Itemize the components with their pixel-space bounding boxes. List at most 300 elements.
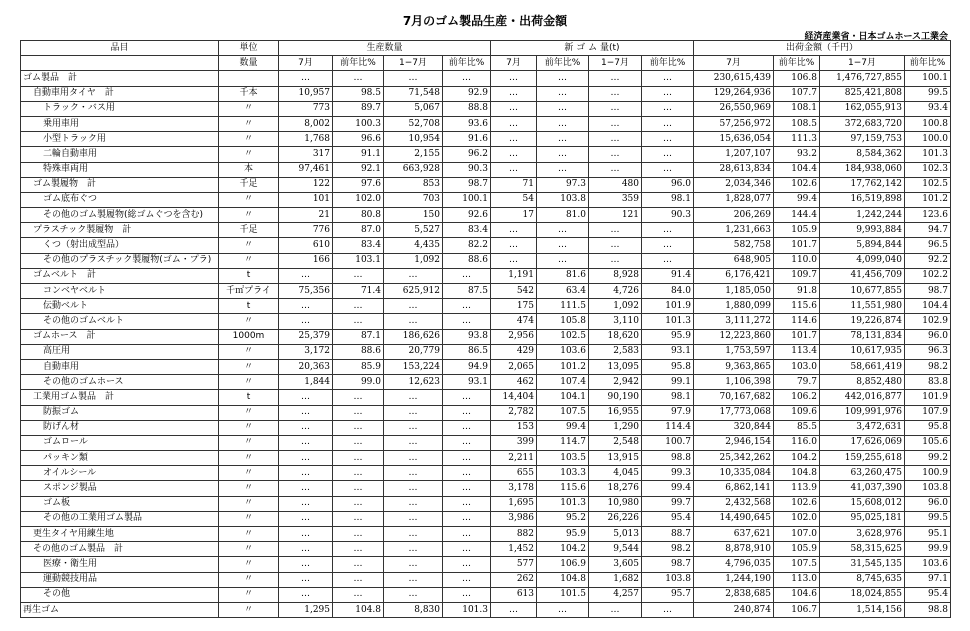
row-item-name: その他のゴム製履物(総ゴムぐつを含む) — [21, 208, 219, 223]
row-unit: 本 — [219, 162, 279, 177]
row-value: … — [642, 116, 694, 131]
row-value: … — [491, 132, 537, 147]
table-row — [21, 268, 951, 283]
row-value: 15,636,054 — [694, 132, 774, 147]
row-value: 103.0 — [774, 359, 820, 374]
row-unit: 〃 — [219, 344, 279, 359]
row-value: 98.2 — [642, 542, 694, 557]
row-value: … — [491, 238, 537, 253]
row-value: … — [491, 116, 537, 131]
row-value: … — [384, 466, 443, 481]
row-value: … — [443, 71, 491, 86]
row-value: 100.3 — [333, 116, 384, 131]
row-value: 122 — [279, 177, 333, 192]
row-value: … — [537, 223, 589, 238]
header-production: 生産数量 — [279, 41, 491, 56]
row-value: … — [443, 496, 491, 511]
row-value: 104.8 — [537, 572, 589, 587]
row-value: 320,844 — [694, 420, 774, 435]
row-value: … — [384, 420, 443, 435]
table-row — [21, 132, 951, 147]
row-unit: 〃 — [219, 405, 279, 420]
row-value: 99.5 — [905, 511, 951, 526]
row-item-name: その他のゴム製品 計 — [21, 542, 219, 557]
row-value: 92.6 — [443, 208, 491, 223]
row-value: 93.6 — [443, 116, 491, 131]
row-value: 1,185,050 — [694, 284, 774, 299]
row-value: 19,226,874 — [820, 314, 905, 329]
row-item-name: ゴム製履物 計 — [21, 177, 219, 192]
subheader-cell: 前年比% — [774, 56, 820, 71]
row-value: 230,615,439 — [694, 71, 774, 86]
row-unit: 〃 — [219, 101, 279, 116]
row-value: 31,545,135 — [820, 557, 905, 572]
row-value: 101.9 — [905, 390, 951, 405]
subheader-cell: 7月 — [694, 56, 774, 71]
row-value: … — [589, 116, 642, 131]
table-row — [21, 329, 951, 344]
row-value: 101.3 — [537, 496, 589, 511]
row-item-name: その他のゴムベルト — [21, 314, 219, 329]
row-value: 3,110 — [589, 314, 642, 329]
row-value: 655 — [491, 466, 537, 481]
row-value: 84.0 — [642, 284, 694, 299]
row-value: 114.4 — [642, 420, 694, 435]
row-item-name: 自動車用タイヤ 計 — [21, 86, 219, 101]
row-value: 102.6 — [774, 177, 820, 192]
row-value: … — [333, 71, 384, 86]
row-item-name: 二輪自動車用 — [21, 147, 219, 162]
row-value: 17,773,068 — [694, 405, 774, 420]
row-value: 92.1 — [333, 162, 384, 177]
row-value: … — [279, 435, 333, 450]
row-unit: 〃 — [219, 132, 279, 147]
table-row — [21, 162, 951, 177]
row-value: 96.5 — [905, 238, 951, 253]
table-row — [21, 542, 951, 557]
row-item-name: オイルシール — [21, 466, 219, 481]
row-value: 87.1 — [333, 329, 384, 344]
row-value: 99.9 — [905, 542, 951, 557]
row-value: 103.8 — [642, 572, 694, 587]
row-value: 52,708 — [384, 116, 443, 131]
row-value: … — [443, 557, 491, 572]
row-value: … — [384, 71, 443, 86]
row-value: 159,255,618 — [820, 451, 905, 466]
row-item-name: 防げん材 — [21, 420, 219, 435]
row-value: 101.2 — [537, 359, 589, 374]
row-value: 18,620 — [589, 329, 642, 344]
row-value: 3,628,976 — [820, 527, 905, 542]
row-value: … — [443, 435, 491, 450]
row-value: 3,472,631 — [820, 420, 905, 435]
header-shipment: 出荷金額（千円） — [694, 41, 951, 56]
row-value: 95.4 — [642, 511, 694, 526]
row-item-name: 伝動ベルト — [21, 299, 219, 314]
row-value: 1,514,156 — [820, 602, 905, 617]
row-value: 101.3 — [443, 602, 491, 617]
row-value: … — [537, 238, 589, 253]
row-value: 103.1 — [333, 253, 384, 268]
table-row — [21, 359, 951, 374]
row-item-name: ゴム板 — [21, 496, 219, 511]
table-row — [21, 587, 951, 602]
row-value: … — [491, 86, 537, 101]
subheader-cell: 1−7月 — [589, 56, 642, 71]
row-value: 91.6 — [443, 132, 491, 147]
row-unit: 〃 — [219, 208, 279, 223]
row-value: 97.6 — [333, 177, 384, 192]
row-value: 75,356 — [279, 284, 333, 299]
row-value: … — [279, 71, 333, 86]
row-value: … — [384, 527, 443, 542]
row-value: 2,956 — [491, 329, 537, 344]
row-value: 98.2 — [905, 359, 951, 374]
row-value: … — [333, 268, 384, 283]
row-value: 103.5 — [537, 451, 589, 466]
row-value: 12,223,860 — [694, 329, 774, 344]
header-rubber: 新 ゴ ム 量(t) — [491, 41, 694, 56]
row-value: 109,991,976 — [820, 405, 905, 420]
row-value: 115.6 — [774, 299, 820, 314]
row-value: 5,013 — [589, 527, 642, 542]
row-item-name: 工業用ゴム製品 計 — [21, 390, 219, 405]
subheader-cell: 前年比% — [443, 56, 491, 71]
row-value: … — [589, 162, 642, 177]
row-value: 8,928 — [589, 268, 642, 283]
row-value: 79.7 — [774, 375, 820, 390]
row-value: 16,519,898 — [820, 192, 905, 207]
row-value: 113.4 — [774, 344, 820, 359]
table-row — [21, 420, 951, 435]
header-item: 品目 — [21, 41, 219, 56]
row-value: 480 — [589, 177, 642, 192]
row-value: 99.4 — [642, 481, 694, 496]
row-value: 96.0 — [642, 177, 694, 192]
row-value: 582,758 — [694, 238, 774, 253]
row-value: 26,550,969 — [694, 101, 774, 116]
row-value: … — [443, 299, 491, 314]
row-value: 1,092 — [589, 299, 642, 314]
row-value: 153 — [491, 420, 537, 435]
row-value: … — [384, 268, 443, 283]
row-value: 2,583 — [589, 344, 642, 359]
row-value: … — [279, 587, 333, 602]
row-value: 100.1 — [905, 71, 951, 86]
row-value: … — [443, 314, 491, 329]
row-value: 1,092 — [384, 253, 443, 268]
row-item-name: コンベヤベルト — [21, 284, 219, 299]
row-unit: 〃 — [219, 587, 279, 602]
subheader-cell: 前年比% — [333, 56, 384, 71]
table-row — [21, 177, 951, 192]
row-value: 101.3 — [642, 314, 694, 329]
row-value: 101 — [279, 192, 333, 207]
table-row — [21, 435, 951, 450]
row-value: 96.0 — [905, 496, 951, 511]
row-unit: 〃 — [219, 375, 279, 390]
row-value: 1,476,727,855 — [820, 71, 905, 86]
row-value: 98.1 — [642, 192, 694, 207]
row-value: 663,928 — [384, 162, 443, 177]
row-value: … — [333, 587, 384, 602]
row-item-name: 乗用車用 — [21, 116, 219, 131]
row-value: 54 — [491, 192, 537, 207]
row-value: 10,677,855 — [820, 284, 905, 299]
row-value: 4,435 — [384, 238, 443, 253]
row-value: 100.9 — [905, 466, 951, 481]
row-value: 102.3 — [905, 162, 951, 177]
row-value: 102.9 — [905, 314, 951, 329]
row-value: … — [333, 542, 384, 557]
row-item-name: その他のゴムホース — [21, 375, 219, 390]
row-value: 97.1 — [905, 572, 951, 587]
row-value: … — [589, 223, 642, 238]
row-unit: t — [219, 390, 279, 405]
row-value: 114.6 — [774, 314, 820, 329]
row-value: … — [333, 420, 384, 435]
row-value: 1,452 — [491, 542, 537, 557]
row-value: 98.5 — [333, 86, 384, 101]
row-value: 429 — [491, 344, 537, 359]
row-value: 95.2 — [537, 511, 589, 526]
row-value: 57,256,972 — [694, 116, 774, 131]
row-value: 853 — [384, 177, 443, 192]
row-item-name: その他のプラスチック製履物(ゴム・プラ) — [21, 253, 219, 268]
row-value: … — [642, 162, 694, 177]
table-row — [21, 71, 951, 86]
row-value: 92.2 — [905, 253, 951, 268]
row-value: 9,363,865 — [694, 359, 774, 374]
row-unit: 〃 — [219, 481, 279, 496]
row-value: 103.6 — [537, 344, 589, 359]
row-value: 95.8 — [905, 420, 951, 435]
row-item-name: 特殊車両用 — [21, 162, 219, 177]
row-value: 107.5 — [774, 557, 820, 572]
row-value: … — [333, 435, 384, 450]
row-item-name: 医療・衛生用 — [21, 557, 219, 572]
row-value: … — [333, 572, 384, 587]
row-item-name: ゴムベルト 計 — [21, 268, 219, 283]
row-value: 16,955 — [589, 405, 642, 420]
row-value: 95.4 — [905, 587, 951, 602]
row-value: 100.7 — [642, 435, 694, 450]
row-value: 92.9 — [443, 86, 491, 101]
row-unit — [219, 71, 279, 86]
row-value: 2,946,154 — [694, 435, 774, 450]
table-row — [21, 238, 951, 253]
row-value: 111.3 — [774, 132, 820, 147]
row-item-name: ゴム底布ぐつ — [21, 192, 219, 207]
row-value: 12,623 — [384, 375, 443, 390]
row-value: … — [279, 390, 333, 405]
row-value: 9,993,884 — [820, 223, 905, 238]
row-value: 70,167,682 — [694, 390, 774, 405]
row-value: … — [384, 405, 443, 420]
row-value: 97.9 — [642, 405, 694, 420]
row-value: 93.1 — [443, 375, 491, 390]
row-value: 104.4 — [774, 162, 820, 177]
row-value: … — [589, 132, 642, 147]
table-row — [21, 208, 951, 223]
row-value: 14,404 — [491, 390, 537, 405]
row-value: 25,379 — [279, 329, 333, 344]
row-value: … — [537, 162, 589, 177]
row-unit: 〃 — [219, 572, 279, 587]
row-value: 102.0 — [333, 192, 384, 207]
row-unit: 〃 — [219, 116, 279, 131]
row-value: 107.7 — [774, 86, 820, 101]
row-value: … — [443, 405, 491, 420]
table-row — [21, 86, 951, 101]
row-value: 11,551,980 — [820, 299, 905, 314]
row-value: 577 — [491, 557, 537, 572]
row-item-name: 高圧用 — [21, 344, 219, 359]
row-value: 1,207,107 — [694, 147, 774, 162]
row-value: 86.5 — [443, 344, 491, 359]
row-unit: 〃 — [219, 147, 279, 162]
row-unit: 〃 — [219, 238, 279, 253]
subheader-cell: 7月 — [279, 56, 333, 71]
table-row — [21, 314, 951, 329]
row-value: 98.8 — [642, 451, 694, 466]
header-item-blank — [21, 56, 219, 71]
row-unit: 〃 — [219, 314, 279, 329]
row-value: … — [333, 451, 384, 466]
row-value: 99.4 — [537, 420, 589, 435]
row-value: 103.8 — [537, 192, 589, 207]
row-value: 5,067 — [384, 101, 443, 116]
subheader-cell: 前年比% — [905, 56, 951, 71]
row-value: … — [491, 71, 537, 86]
row-value: 71.4 — [333, 284, 384, 299]
row-value: 113.9 — [774, 481, 820, 496]
row-item-name: 小型トラック用 — [21, 132, 219, 147]
row-value: 100.1 — [443, 192, 491, 207]
row-value: 98.7 — [905, 284, 951, 299]
row-value: … — [384, 435, 443, 450]
row-value: 104.6 — [774, 587, 820, 602]
row-unit: 千本 — [219, 86, 279, 101]
row-unit: 1000m — [219, 329, 279, 344]
row-value: 81.6 — [537, 268, 589, 283]
row-value: … — [384, 496, 443, 511]
row-value: 21 — [279, 208, 333, 223]
row-value: 17,762,142 — [820, 177, 905, 192]
row-value: 104.8 — [774, 466, 820, 481]
row-value: … — [384, 390, 443, 405]
table-row — [21, 481, 951, 496]
row-value: 104.8 — [333, 602, 384, 617]
row-value: 637,621 — [694, 527, 774, 542]
row-value: 115.6 — [537, 481, 589, 496]
row-value: … — [279, 572, 333, 587]
source-label: 経済産業省・日本ゴムホース工業会 — [804, 32, 948, 42]
row-value: 94.9 — [443, 359, 491, 374]
row-item-name: トラック・バス用 — [21, 101, 219, 116]
row-value: 184,938,060 — [820, 162, 905, 177]
row-value: 111.5 — [537, 299, 589, 314]
row-value: … — [279, 466, 333, 481]
row-value: 14,490,645 — [694, 511, 774, 526]
row-unit: 〃 — [219, 542, 279, 557]
row-value: 2,782 — [491, 405, 537, 420]
subheader-cell: 前年比% — [642, 56, 694, 71]
row-value: 107.9 — [905, 405, 951, 420]
row-value: … — [642, 602, 694, 617]
row-item-name: 再生ゴム — [21, 602, 219, 617]
row-item-name: ゴムホース 計 — [21, 329, 219, 344]
row-value: 101.5 — [537, 587, 589, 602]
row-value: … — [384, 572, 443, 587]
row-value: 83.8 — [905, 375, 951, 390]
row-item-name: スポンジ製品 — [21, 481, 219, 496]
row-value: 625,912 — [384, 284, 443, 299]
row-value: 95.8 — [642, 359, 694, 374]
row-value: 2,034,346 — [694, 177, 774, 192]
row-value: 81.0 — [537, 208, 589, 223]
row-value: 1,844 — [279, 375, 333, 390]
row-value: 6,862,141 — [694, 481, 774, 496]
row-value: 90.3 — [642, 208, 694, 223]
row-value: 20,779 — [384, 344, 443, 359]
row-value: 99.3 — [642, 466, 694, 481]
row-value: … — [279, 496, 333, 511]
row-value: 13,915 — [589, 451, 642, 466]
row-value: 4,796,035 — [694, 557, 774, 572]
row-value: 1,295 — [279, 602, 333, 617]
row-value: 776 — [279, 223, 333, 238]
row-unit: 〃 — [219, 557, 279, 572]
row-value: … — [333, 527, 384, 542]
row-value: 15,608,012 — [820, 496, 905, 511]
row-value: … — [443, 390, 491, 405]
row-value: 10,954 — [384, 132, 443, 147]
row-value: 106.8 — [774, 71, 820, 86]
row-value: … — [443, 481, 491, 496]
row-value: … — [279, 481, 333, 496]
row-value: 648,905 — [694, 253, 774, 268]
row-unit: 千足 — [219, 177, 279, 192]
row-value: 110.0 — [774, 253, 820, 268]
table-row — [21, 527, 951, 542]
row-item-name: くつ（射出成型品） — [21, 238, 219, 253]
row-value: 8,878,910 — [694, 542, 774, 557]
table-row — [21, 147, 951, 162]
row-value: 95.9 — [642, 329, 694, 344]
row-value: 63.4 — [537, 284, 589, 299]
row-value: 1,880,099 — [694, 299, 774, 314]
row-value: 317 — [279, 147, 333, 162]
table-row — [21, 116, 951, 131]
row-value: 359 — [589, 192, 642, 207]
row-value: 93.8 — [443, 329, 491, 344]
table-header — [21, 41, 951, 71]
table-row — [21, 466, 951, 481]
row-unit: t — [219, 268, 279, 283]
row-value: … — [537, 602, 589, 617]
row-item-name: 更生タイヤ用練生地 — [21, 527, 219, 542]
row-value: 3,178 — [491, 481, 537, 496]
row-value: 2,548 — [589, 435, 642, 450]
row-value: … — [537, 132, 589, 147]
row-value: 26,226 — [589, 511, 642, 526]
row-value: 89.7 — [333, 101, 384, 116]
row-value: … — [279, 542, 333, 557]
row-value: 97.3 — [537, 177, 589, 192]
table-row — [21, 557, 951, 572]
row-value: … — [537, 101, 589, 116]
